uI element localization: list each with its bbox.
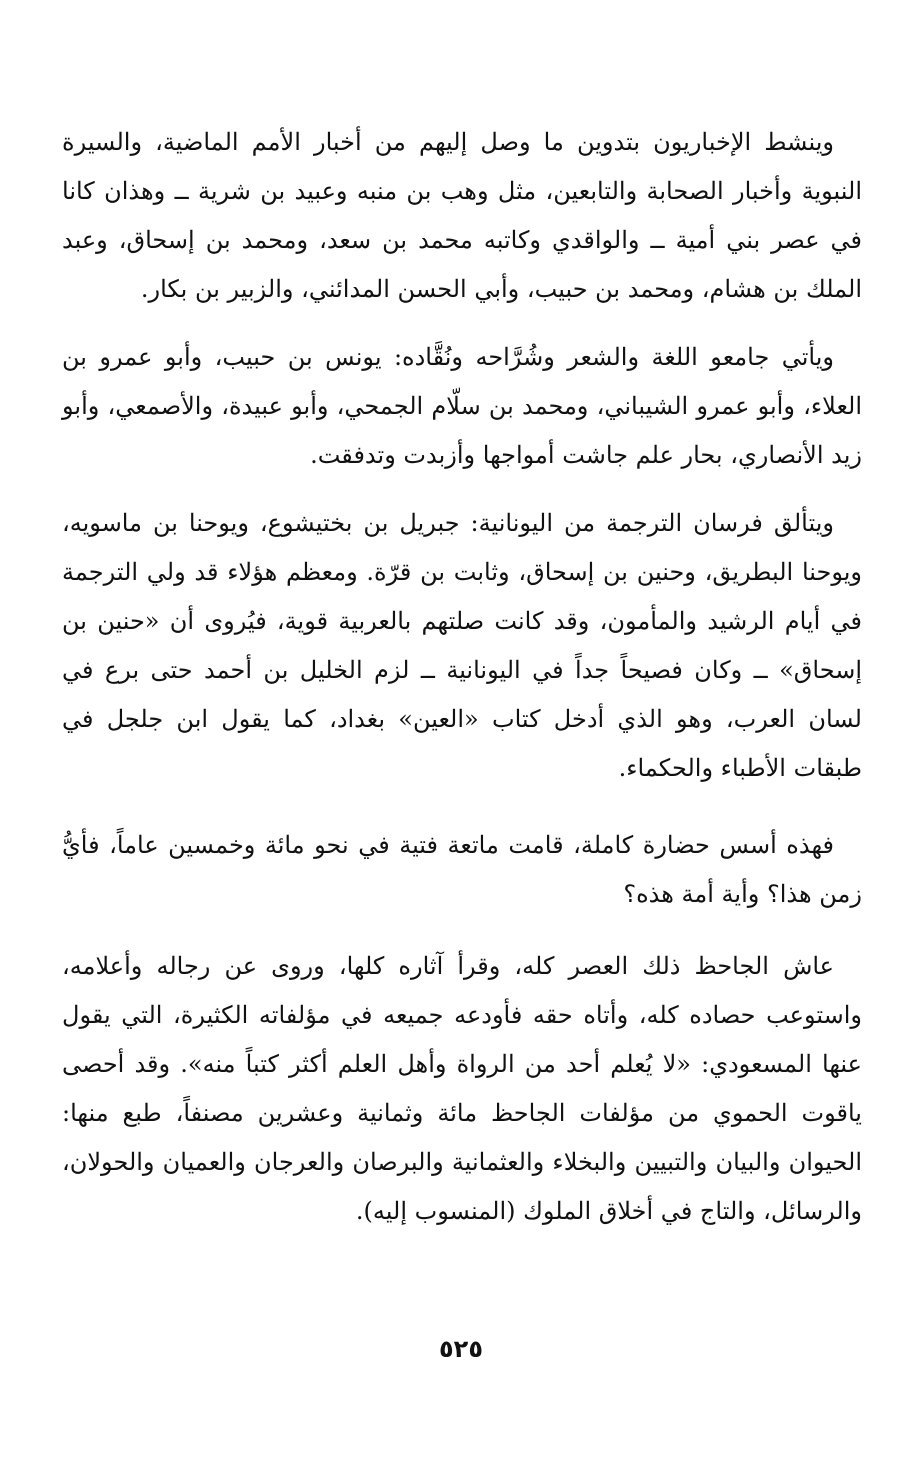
paragraph-akhbariyyun: وينشط الإخباريون بتدوين ما وصل إليهم من أخبار الأمم الماضية، والسيرة النبوية وأخبار الصحابة والتابعين، مثل وهب بن منبه وعبيد بن شرية ــ وهذان كانا في عصر بني أمية ــ والواقدي وكاتبه محمد بن سعد، ومحمد بن إسحاق، وعبد الملك بن هشام، ومحمد بن حبيب، وأبي الحسن المدائني، والزبير بن بكار. <box>62 128 862 303</box>
paragraph-language-scholars: ويأتي جامعو اللغة والشعر وشُرَّاحه ونُقَّاده: يونس بن حبيب، وأبو عمرو بن العلاء، وأبو عمرو الشيباني، ومحمد بن سلّام الجمحي، وأبو عبيدة، والأصمعي، وأبو زيد الأنصاري، بحار علم جاشت أمواجها وأزبدت وتدفقت. <box>62 343 862 469</box>
paragraph-jahiz: عاش الجاحظ ذلك العصر كله، وقرأ آثاره كلها، وروى عن رجاله وأعلامه، واستوعب حصاده كله، وأتاه حقه فأودعه جميعه في مؤلفاته الكثيرة، التي يقول عنها المسعودي: «لا يُعلم أحد من الرواة وأهل العلم أكثر كتباً منه». وقد أحصى ياقوت الحموي من مؤلفات الجاحظ مائة وثمانية وعشرين مصنفاً، طبع منها: الحيوان والبيان والتبيين والبخلاء والعثمانية والبرصان والعرجان والعميان والحولان، والرسائل، والتاج في أخلاق الملوك (المنسوب إليه). <box>62 952 862 1225</box>
paragraph-translators: ويتألق فرسان الترجمة من اليونانية: جبريل بن بختيشوع، ويوحنا بن ماسويه، ويوحنا البطريق، وحنين بن إسحاق، وثابت بن قرّة. ومعظم هؤلاء قد ولي الترجمة في أيام الرشيد والمأمون، وقد كانت صلتهم بالعربية قوية، فيُروى أن «حنين بن إسحاق» ــ وكان فصيحاً جداً في اليونانية ــ لزم الخليل بن أحمد حتى برع في لسان العرب، وهو الذي أدخل كتاب «العين» بغداد، كما يقول ابن جلجل في طبقات الأطباء والحكماء. <box>62 509 862 782</box>
body-text <box>62 118 862 1255</box>
page-number: ٥٢٥ <box>439 1335 483 1363</box>
paragraph-civilization: فهذه أسس حضارة كاملة، قامت ماتعة فتية في نحو مائة وخمسين عاماً، فأيُّ زمن هذا؟ وأية أمة هذه؟ <box>62 831 862 908</box>
